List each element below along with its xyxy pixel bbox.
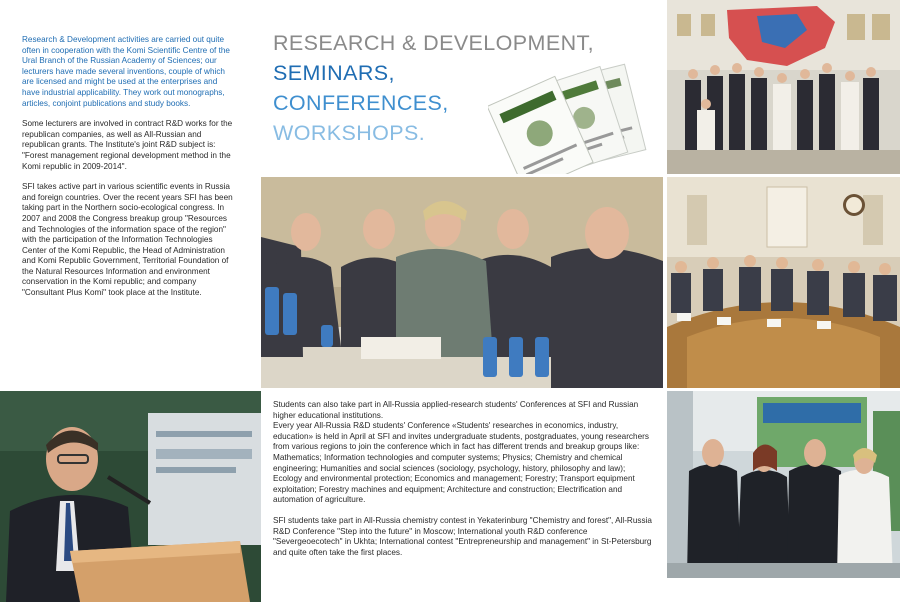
heading-seminars: SEMINARS, bbox=[273, 61, 395, 85]
heading-research: RESEARCH & DEVELOPMENT, bbox=[273, 31, 595, 55]
brochures-illustration bbox=[488, 62, 658, 174]
intro-paragraph-contract: Some lecturers are involved in contract R&D works for the republican companies, as well as All-Russian and republican grants. The Institute's joint R&D subject is: "Forest management regional development method in the Komi republic in 2009-2014". bbox=[22, 119, 233, 171]
contests-paragraph: SFI students take part in All-Russia chemistry contest in Yekaterinburg "Chemistry and forest", All-Russia R&D Conference "Step into the future" in Moscow; International youth R&D conference "Severgeoecotech" in Ukhta; International contest "Entrepreneurship and management" in St-Petersburg and quite often take the first places. bbox=[273, 515, 652, 557]
heading-conferences: CONFERENCES, bbox=[273, 91, 449, 115]
group-photo-map bbox=[667, 0, 900, 174]
exhibition-group-photo bbox=[667, 391, 900, 578]
intro-text-column bbox=[22, 35, 236, 299]
students-paragraph: Students can also take part in All-Russia applied-research students' Conferences at SFI and Russian higher educational institutions. bbox=[273, 400, 639, 420]
speaker-podium-photo bbox=[0, 391, 261, 602]
officials-panel-photo bbox=[261, 177, 663, 388]
intro-paragraph-blue: Research & Development activities are carried out quite often in cooperation with the Komi Scientific Centre of the Ural Branch of the Russian Academy of Sciences; our lecturers have made several inventions, couple of which are licensed and might be used at the enterprises and have industrial applicability. They work out monographs, articles, conjoint publications and study books. bbox=[22, 35, 230, 108]
intro-paragraph-events: SFI takes active part in various scientific events in Russia and foreign countries. Over the recent years SFI has been taking part in the Northern socio-ecological congress. In 2007 and 2008 the Congress breakup group "Resources and Technologies of the information space of the region" with the participation of the Information Technologies Center of the Komi Republic, the Head of Administration and Komi Republic Government, Territorial Foundation of the Natural Resources Information and environment conservation in the Komi republic; and company "Consultant Plus Komi" took place at the Institute. bbox=[22, 182, 233, 298]
conference-hall-photo bbox=[667, 177, 900, 388]
students-text-column bbox=[273, 400, 653, 558]
heading-workshops: WORKSHOPS. bbox=[273, 121, 426, 145]
conference-paragraph: Every year All-Russia R&D students' Conference «Students' researches in economics, industry, education» is held in April at SFI and invites undergraduate students, postgraduates, young researchers from various regions to join the conference which in fact has different trends and breakup groups like: Mathematics; Information technologies and computer systems; Physics; Chemistry and chemical engineering; Humanities and social sciences (sociology, psychology, history, philosophy and law); Ecology and environmental protection; Economics and management; Forestry; Transport equipment exploitation; Forestry machines and equipment; Architecture and construction; Electrification and automation of agriculture. bbox=[273, 421, 649, 505]
